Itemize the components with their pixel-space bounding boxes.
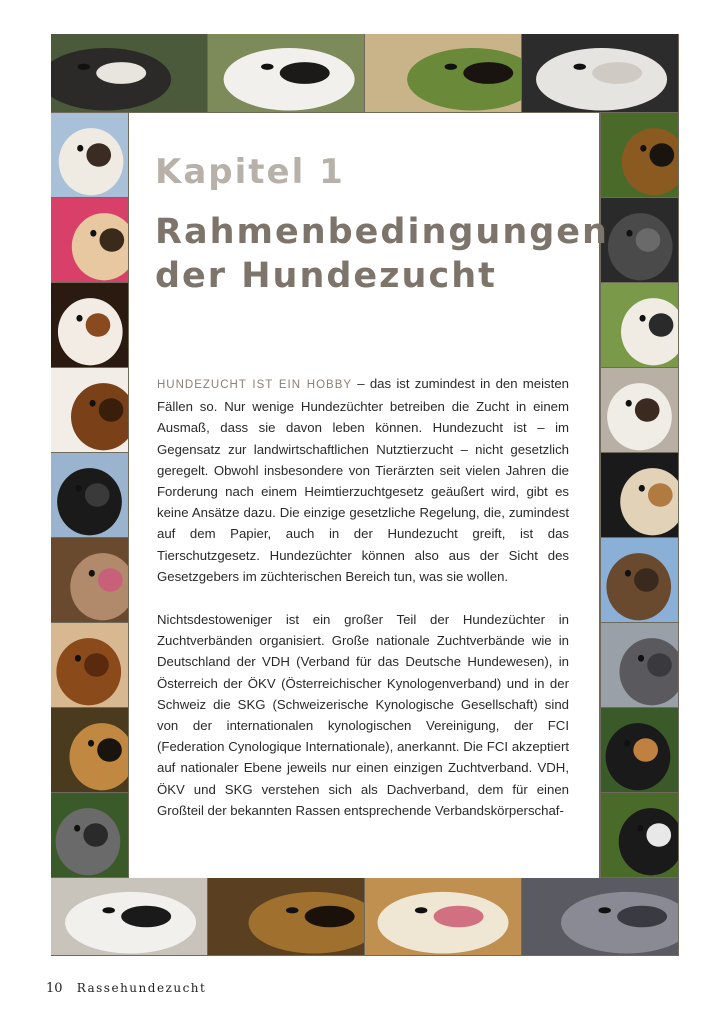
german-shepherd-photo (601, 113, 678, 197)
terrier-mix-photo (601, 538, 678, 622)
collie-mouth-photo (365, 878, 521, 955)
bulldog-tongue-photo (51, 538, 128, 622)
dalmatian-puppies-photo (51, 878, 207, 955)
rottweiler-jumping-photo (365, 34, 521, 112)
spotted-mix-dog-photo (51, 113, 128, 197)
basset-hound-photo (51, 368, 128, 452)
australian-shepherd-photo (51, 34, 207, 112)
page-number: 10 (46, 981, 63, 996)
border-collie-photo (601, 283, 678, 367)
dog-rear-photo (601, 623, 678, 707)
chihuahua-photo (51, 198, 128, 282)
grey-puppy-photo (51, 793, 128, 877)
chapter-title-line-1: Rahmenbedingungen (155, 212, 609, 252)
black-dog-nose-photo (51, 453, 128, 537)
page-footer (46, 981, 206, 996)
bernese-like-dog-photo (51, 283, 128, 367)
paragraph-1-text: – das ist zumindest in den meisten Fällen so. Nur wenige Hundezüchter betreiben die Zucht in einem Ausmaß, dass sie davon leben können. Hundezucht ist – im Gegensatz zur landwirtschaftlichen Nutztierzucht – nicht gesetzlich geregelt. Obwohl insbesondere von Tierärzten seit vielen Jahren die Forderung nach einem Heimtierzuchtgesetz geäußert wird, gibt es keine Ansätze dazu. Die einzige gesetzliche Regelung, die, zumindest auf dem Papier, auch in der Hundezucht greift, ist das Tierschutzgesetz. Hundezüchter können also aus der Sicht des Gesetzgebers im züchterischen Bereich tun, was sie wollen. (157, 376, 569, 584)
white-poodle-photo (522, 34, 678, 112)
podenco-photo (601, 453, 678, 537)
calico-cat-photo (601, 708, 678, 792)
paragraph-2: Nichtsdestoweniger ist ein großer Teil der Hundezüchter in Zuchtverbänden organisiert. Große nationale Zuchtverbände wie in Deutschland der VDH (Verband für das Deutsche Hundewesen), in Österreich der ÖKV (Österreichischer Kynologenverband) und in der Schweiz die SKG (Schweizerische Kynologische Gesellschaft) sind von der internationalen kynologischen Vereinigung, der FCI (Federation Cynologique Internationale), anerkannt. Die FCI akzeptiert auf nationaler Ebene jeweils nur einen einzigen Zuchtverband. VDH, ÖKV und SKG verstehen sich als Dachverband, dem für einen Großteil der bekannten Rassen entsprechende Verbandskörperschaf- (157, 612, 569, 818)
chapter-title (155, 210, 609, 298)
running-title: Rassehundezucht (76, 981, 207, 995)
belgian-shepherd-photo (208, 878, 364, 955)
husky-photo (601, 368, 678, 452)
dalmatian-photo (208, 34, 364, 112)
black-shaggy-dog-photo (601, 198, 678, 282)
grey-fur-photo (522, 878, 678, 955)
dachshund-sand-photo (51, 623, 128, 707)
paragraph-1 (157, 373, 569, 587)
chapter-label: Kapitel 1 (155, 152, 345, 192)
chapter-title-line-2: der Hundezucht (155, 256, 497, 296)
body-text (157, 373, 569, 843)
black-dog-grass-photo (601, 793, 678, 877)
lead-in-smallcaps: HUNDEZUCHT IST EIN HOBBY (157, 379, 353, 391)
mastiff-face-photo (51, 708, 128, 792)
